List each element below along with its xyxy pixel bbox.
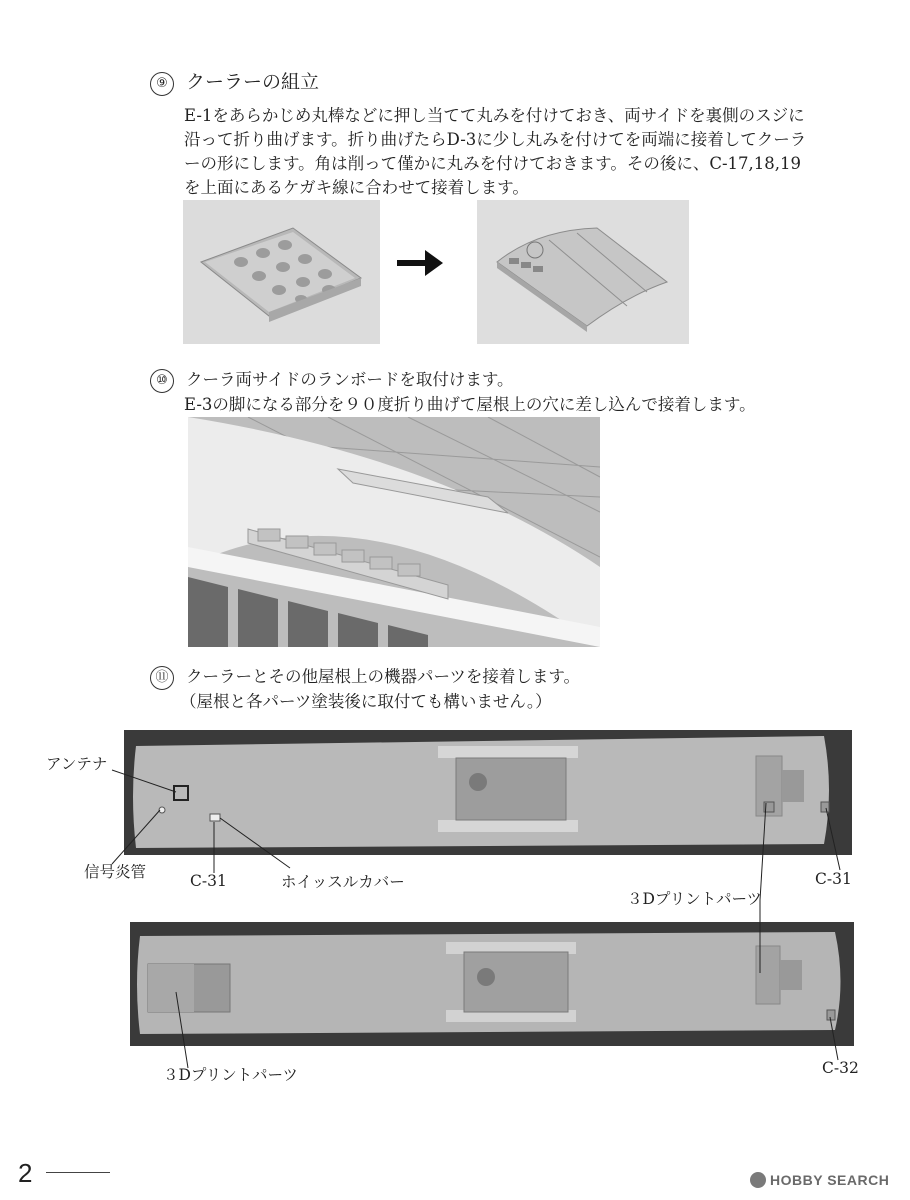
watermark-text: HOBBY SEARCH bbox=[770, 1172, 890, 1188]
label-printed-parts-bottom: ３Dプリントパーツ bbox=[163, 1066, 298, 1084]
leader-printed-parts-top-1 bbox=[760, 803, 766, 900]
step-9-title-text: クーラーの組立 bbox=[186, 71, 320, 93]
label-printed-parts-top: ３Dプリントパーツ bbox=[627, 890, 762, 908]
label-signal-flare: 信号炎管 bbox=[84, 863, 147, 881]
watermark-logo bbox=[750, 1170, 889, 1189]
step-9-line: ーの形にします。角は削って僅かに丸みを付けておきます。その後に、C-17,18,19 bbox=[184, 154, 802, 173]
step-11-line: （屋根と各パーツ塗装後に取付ても構いません。） bbox=[180, 692, 552, 711]
footer-rule bbox=[46, 1172, 110, 1173]
leader-c31-right bbox=[826, 808, 840, 870]
step-9-number: ⑨ bbox=[150, 72, 174, 96]
label-whistle-cover: ホイッスルカバー bbox=[281, 873, 405, 891]
label-c31-left: C-31 bbox=[190, 872, 227, 890]
page-number: 2 bbox=[18, 1158, 33, 1188]
leader-antenna bbox=[112, 770, 176, 792]
step-11-line: クーラーとその他屋根上の機器パーツを接着します。 bbox=[186, 667, 581, 686]
step-9-line: を上面にあるケガキ線に合わせて接着します。 bbox=[184, 178, 529, 197]
leader-signal-flare bbox=[112, 810, 160, 864]
step-9-line: 沿って折り曲げます。折り曲げたらD-3に少し丸みを付けてを両端に接着してクーラ bbox=[184, 130, 807, 149]
step-10-line: E-3の脚になる部分を９０度折り曲げて屋根上の穴に差し込んで接着します。 bbox=[184, 395, 756, 414]
label-c32: C-32 bbox=[822, 1059, 859, 1077]
label-antenna: アンテナ bbox=[46, 755, 108, 773]
leader-whistle-cover bbox=[220, 818, 290, 868]
step-9-line: E-1をあらかじめ丸棒などに押し当てて丸みを付けておき、両サイドを裏側のスジに bbox=[184, 106, 805, 125]
watermark-icon bbox=[750, 1172, 766, 1188]
leader-printed-parts-bottom bbox=[176, 992, 188, 1068]
leader-c32 bbox=[830, 1017, 838, 1060]
step-10-number: ⑩ bbox=[150, 369, 174, 393]
step-10-line: クーラ両サイドのランボードを取付けます。 bbox=[186, 370, 514, 389]
label-c31-right: C-31 bbox=[815, 870, 852, 888]
step-11-number: ⑪ bbox=[150, 666, 174, 690]
